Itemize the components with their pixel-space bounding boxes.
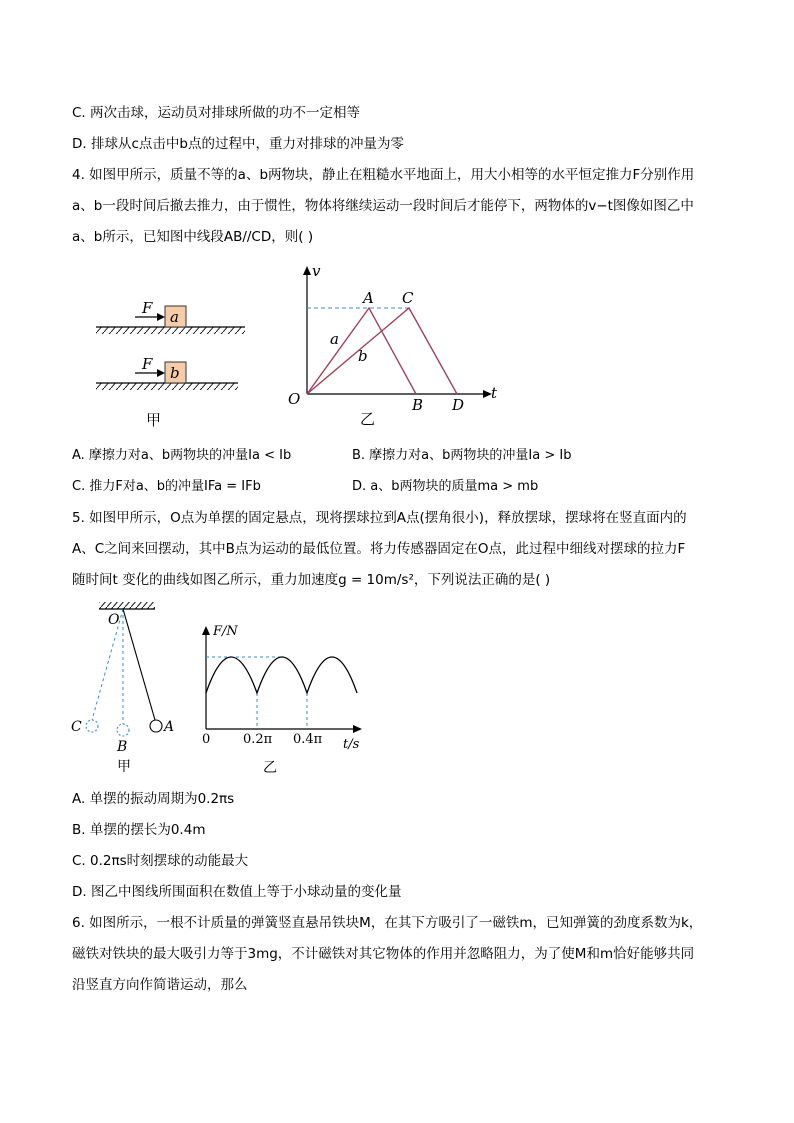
q4-option-a: A. 摩擦力对a、b两物块的冲量Ia < Ib [72,448,292,463]
line-b [307,308,457,394]
q5-option-a: A. 单摆的振动周期为0.2πs [72,791,235,807]
force-curve [206,657,357,693]
pivot-label: O [108,612,120,628]
tick-0-4pi-label: 0.4π [293,732,323,747]
origin-label: O [288,390,301,408]
point-b-label: B [412,396,424,414]
q5-stem-line1: 5. 如图甲所示，O点为单摆的固定悬点，现将摆球拉到A点(摆角很小)，释放摆球，摆球将在竖直面内的 [72,510,687,526]
position-c-label: C [71,719,82,735]
q5-option-b: B. 单摆的摆长为0.4m [72,822,206,838]
figure-caption-yi: 乙 [360,410,376,428]
tick-0-2pi-label: 0.2π [243,732,273,747]
point-d-label: D [452,396,465,414]
v-axis-label: v [312,262,321,280]
figure-caption-jia: 甲 [146,411,162,429]
block-b-label: b [170,364,180,382]
ball-position-c [86,720,98,732]
q3-option-d: D. 排球从c点击中b点的过程中，重力对排球的冲量为零 [72,136,404,152]
force-label-b: F [142,355,153,373]
q6-stem-line1: 6. 如图所示，一根不计质量的弹簧竖直悬吊铁块M，在其下方吸引了一磁铁m，已知弹簧的劲度系数为k， [72,915,703,931]
ball-position-b [117,724,129,736]
q4-figure-jia [90,292,260,437]
position-a-label: A [164,719,175,735]
tick-0-label: 0 [202,732,211,747]
line-b-label: b [358,347,368,365]
point-c-label: C [402,289,414,307]
q5-stem-line3: 随时间t 变化的曲线如图乙所示，重力加速度g = 10m/s²，下列说法正确的是( ) [72,572,551,588]
figure-caption-jia: 甲 [117,759,131,775]
q5-option-c: C. 0.2πs时刻摆球的动能最大 [72,853,249,869]
q5-option-d: D. 图乙中图线所围面积在数值上等于小球动量的变化量 [72,884,402,900]
ball-position-a [150,720,162,732]
q4-stem-line3: a、b所示，已知图中线段AB//CD，则( ) [72,229,314,245]
q4-stem-line2: a、b一段时间后撤去推力，由于惯性，物体将继续运动一段时间后才能停下，两物体的v−t图像如图乙中 [72,198,694,214]
position-b-label: B [117,739,128,755]
point-a-label: A [363,289,374,307]
f-axis-label: F/N [213,624,238,639]
q4-option-d: D. a、b两物块的质量ma > mb [352,479,539,494]
t-axis-label: t/s [343,737,360,752]
q4-stem-line1: 4. 如图甲所示，质量不等的a、b两物块，静止在粗糙水平地面上，用大小相等的水平恒定推力F分别作用 [72,167,695,183]
q5-figure-yi [195,615,370,780]
block-a-label: a [170,308,179,326]
line-a-label: a [330,330,339,348]
q6-stem-line2: 磁铁对铁块的最大吸引力等于3mg，不计磁铁对其它物体的作用并忽略阻力，为了使M和m恰好能够共同 [72,946,695,962]
q3-option-c: C. 两次击球，运动员对排球所做的功不一定相等 [72,105,361,121]
figure-caption-yi: 乙 [263,760,277,776]
q5-stem-line2: A、C之间来回摆动，其中B点为运动的最低位置。将力传感器固定在O点，此过程中细线对摆球的拉力F [72,541,686,557]
force-label-a: F [142,299,153,317]
q4-option-b: B. 摩擦力对a、b两物块的冲量Ia > Ib [352,448,572,463]
q4-option-c: C. 推力F对a、b的冲量IFa = IFb [72,479,261,494]
q5-figure-jia [65,600,185,780]
t-axis-label: t [491,384,498,402]
q6-stem-line3: 沿竖直方向作简谐运动，那么 [72,977,248,993]
q4-figure-yi [280,258,510,438]
